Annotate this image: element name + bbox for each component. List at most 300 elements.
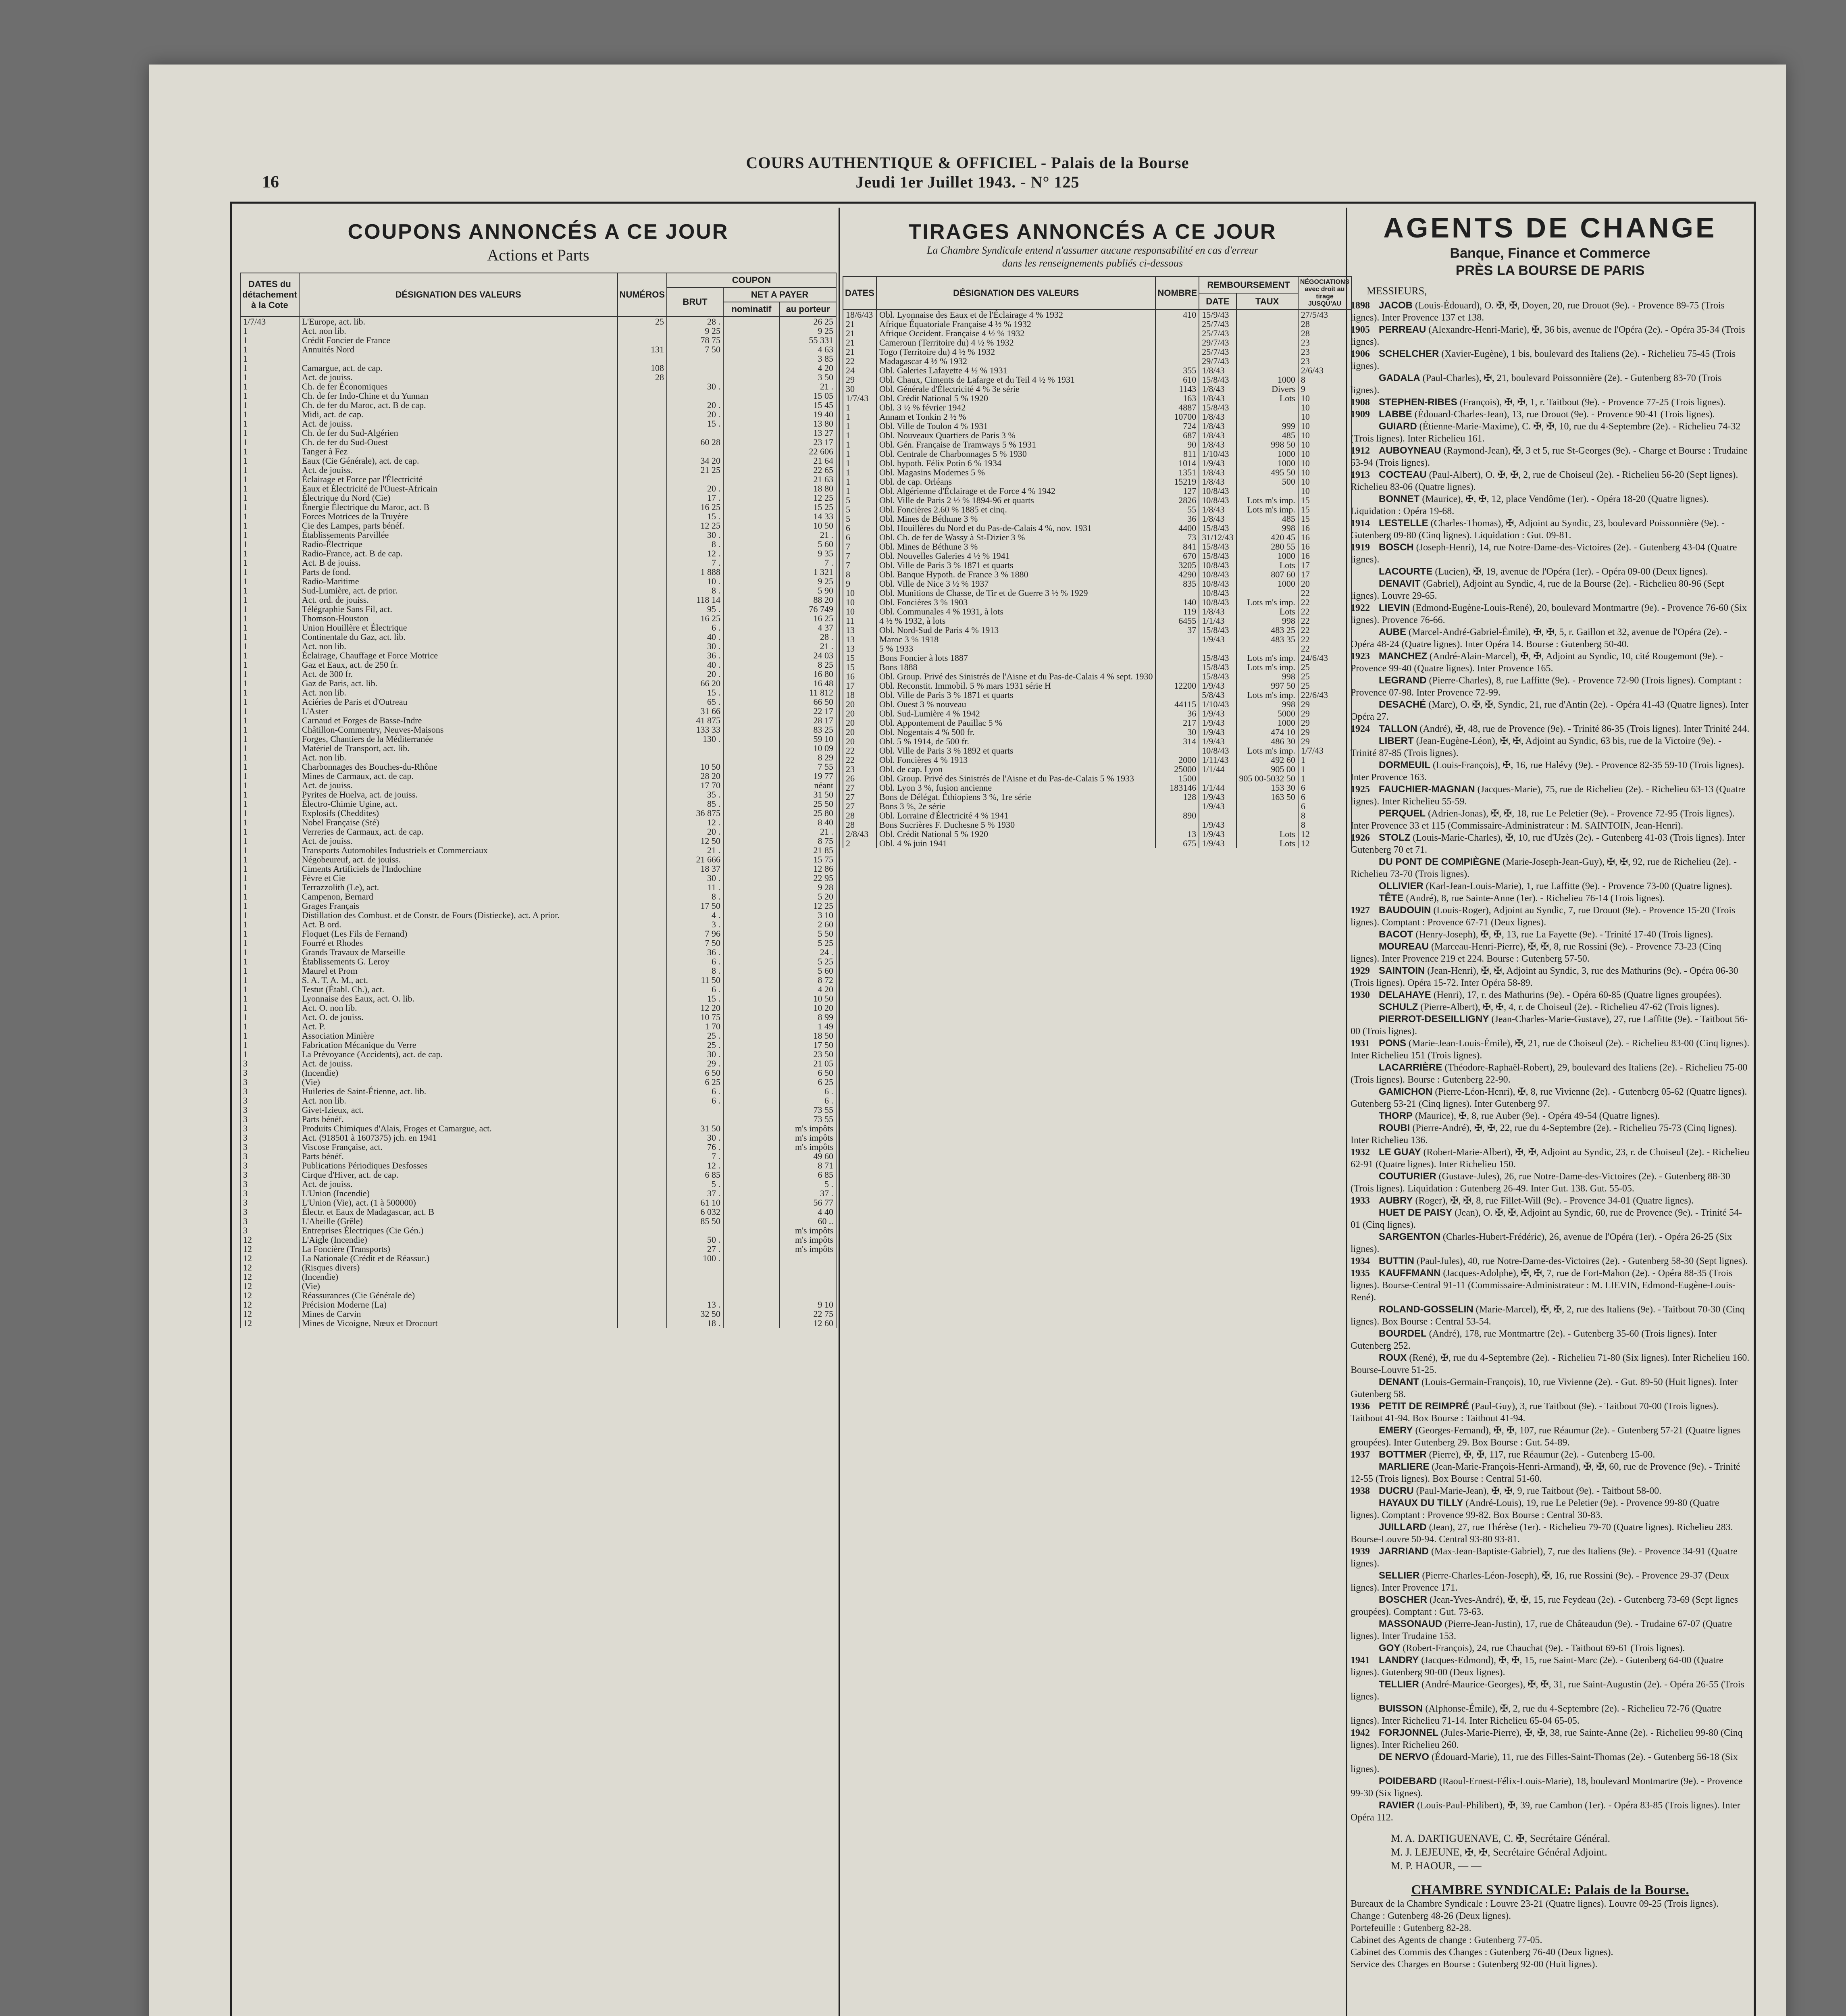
cell-designation: Crédit Foncier de France [299,335,618,345]
cell-nombre: 610 [1155,375,1199,384]
cell-designation: Radio-Électrique [299,539,618,549]
cell-date: 1 [843,449,876,458]
cell-numero [618,1263,667,1272]
agent-entry [1351,1037,1750,1062]
cell-numero [618,1096,667,1105]
cell-brut [667,447,723,456]
cell-nominatif [723,539,780,549]
cell-remb-date [1199,644,1236,653]
cell-nominatif [723,1105,780,1114]
cell-date: 1 [240,502,299,512]
table-row [843,412,1351,421]
cell-net: 18 50 [780,1031,836,1040]
cell-designation: Obl. Ville de Toulon 4 % 1931 [876,421,1156,431]
cell-negociation: 22 [1298,588,1351,598]
cell-brut: 66 20 [667,679,723,688]
table-row [843,737,1351,746]
cell-numero [618,558,667,567]
table-row [843,783,1351,792]
cell-date: 3 [240,1068,299,1077]
cell-nominatif [723,465,780,475]
cell-numero [618,1226,667,1235]
cell-brut: 12 . [667,818,723,827]
cell-date: 1 [240,326,299,335]
table-row [843,700,1351,709]
agent-year: 1932 [1351,1147,1370,1158]
cell-brut: 30 . [667,641,723,651]
cell-remb-date: 1/10/43 [1199,700,1236,709]
cell-remb-date: 1/1/44 [1199,764,1236,774]
cell-taux: 998 [1236,616,1298,625]
cell-net: 15 05 [780,391,836,400]
cell-nombre: 4400 [1155,523,1199,533]
cell-date: 1 [240,354,299,363]
cell-negociation: 15 [1298,505,1351,514]
cell-net: 22 95 [780,873,836,883]
cell-taux: Lots m's imp. [1236,496,1298,505]
col-brut: BRUT [667,287,723,317]
cell-date: 1 [240,1031,299,1040]
table-row [240,1050,836,1059]
cell-nominatif [723,771,780,781]
agent-name: COCTEAU [1379,469,1427,480]
agent-details: (Théodore-Raphaël-Robert), 29, boulevard des Italiens (2e). - Richelieu 75-00 (Trois lignes). Bourse : Gutenberg 22-90. [1351,1062,1748,1085]
table-row [240,1133,836,1142]
cell-taux: 153 30 [1236,783,1298,792]
table-row [240,781,836,790]
cell-negociation: 20 [1298,579,1351,588]
agent-entry [1351,408,1750,421]
cell-designation: Camargue, act. de cap. [299,363,618,373]
cell-net: 59 10 [780,734,836,744]
agent-entry [1351,832,1750,856]
table-row [843,533,1351,542]
cell-designation: Matériel de Transport, act. lib. [299,744,618,753]
cell-remb-date: 1/9/43 [1199,727,1236,737]
agent-year: 1908 [1351,397,1370,408]
cell-date: 12 [240,1318,299,1328]
agent-name: OLLIVIER [1379,881,1424,891]
table-row [843,366,1351,375]
cell-date: 27 [843,802,876,811]
cell-brut [667,1272,723,1281]
table-row [240,1161,836,1170]
cell-date: 12 [240,1281,299,1291]
cell-taux: 905 00-5032 50 [1236,774,1298,783]
cell-date: 1 [240,892,299,901]
cell-date: 6 [843,533,876,542]
cell-net: 6 50 [780,1068,836,1077]
cell-net: 73 55 [780,1114,836,1124]
cell-nominatif [723,475,780,484]
cell-remb-date: 1/10/43 [1199,449,1236,458]
agent-name: TELLIER [1379,1679,1419,1690]
agent-entry [1351,1086,1750,1110]
cell-designation: Obl. Crédit National 5 % 1920 [876,829,1156,839]
cell-numero [618,1068,667,1077]
cell-date: 23 [843,764,876,774]
cell-brut [667,475,723,484]
cell-numero [618,623,667,632]
cell-designation: Explosifs (Cheddites) [299,808,618,818]
cell-negociation: 8 [1298,375,1351,384]
cell-nominatif [723,948,780,957]
cell-nombre: 1143 [1155,384,1199,394]
cell-remb-date: 1/1/44 [1199,783,1236,792]
cell-date: 10 [843,607,876,616]
cell-nominatif [723,1077,780,1087]
table-row [240,1012,836,1022]
cell-designation: Act. non lib. [299,1096,618,1105]
cell-nominatif [723,1300,780,1309]
cell-nombre: 55 [1155,505,1199,514]
cell-date: 22 [843,746,876,755]
cell-nominatif [723,567,780,577]
agent-details: (Étienne-Marie-Maxime), C. ✠, ✠, 10, rue du 4-Septembre (2e). - Richelieu 74-32 (Trois lignes). Inter Richelieu 161. [1351,421,1741,444]
cell-numero [618,335,667,345]
cell-designation: Carnaud et Forges de Basse-Indre [299,716,618,725]
cell-designation: Fourré et Rhodes [299,938,618,948]
cell-taux: 1000 [1236,375,1298,384]
cell-brut: 7 50 [667,345,723,354]
cell-numero [618,957,667,966]
cell-nombre: 25000 [1155,764,1199,774]
cell-brut: 15 . [667,419,723,428]
cell-designation: Ciments Artificiels de l'Indochine [299,864,618,873]
col-porteur: au porteur [780,302,836,317]
cell-designation: (Vie) [299,1281,618,1291]
cell-date: 1 [843,403,876,412]
cell-net: 16 48 [780,679,836,688]
cell-nominatif [723,864,780,873]
cell-taux: 807 60 [1236,570,1298,579]
agent-details: (Jacques-Adolphe), ✠, ✠, 7, rue de Fort-Mahon (2e). - Opéra 88-35 (Trois lignes). Bourse-Central 91-11 (Commissaire-Administrateur : M. LIEVIN, Edmond-Eugène-Louis-René). [1351,1268,1736,1303]
cell-nominatif [723,1207,780,1216]
agent-details: (Édouard-Charles-Jean), 13, rue Drouot (9e). - Provence 90-41 (Trois lignes). [1412,409,1715,420]
cell-nombre: 890 [1155,811,1199,820]
agent-name: AUBRY [1379,1195,1413,1206]
cell-taux: 280 55 [1236,542,1298,551]
cell-nombre: 119 [1155,607,1199,616]
cell-date: 3 [240,1142,299,1152]
cell-brut: 100 . [667,1254,723,1263]
cell-numero [618,948,667,957]
cell-nombre: 44115 [1155,700,1199,709]
cell-net: 15 75 [780,855,836,864]
cell-brut [667,753,723,762]
cell-numero [618,1207,667,1216]
agent-details: (Pierre-Jean-Justin), 17, rue de Châteaudun (9e). - Trudaine 67-07 (Quatre lignes). Inter Trudaine 153. [1351,1619,1732,1641]
cell-designation: Union Houillère et Électrique [299,623,618,632]
cell-numero [618,669,667,679]
cell-remb-date: 15/8/43 [1199,672,1236,681]
cell-nominatif [723,317,780,326]
coupons-rows [240,317,836,1328]
cell-date: 1 [240,975,299,985]
agent-details: (Maurice), ✠, ✠, 12, place Vendôme (1er). - Opéra 18-20 (Quatre lignes). Liquidation : Opéra 19-68. [1351,494,1709,516]
cell-designation: Châtillon-Commentry, Neuves-Maisons [299,725,618,734]
cell-designation: Givet-Izieux, act. [299,1105,618,1114]
cell-nominatif [723,1003,780,1012]
agent-year: 1925 [1351,784,1370,795]
cell-nominatif [723,818,780,827]
cell-designation: Obl. Ville de Paris 3 % 1871 et quarts [876,690,1156,700]
agent-entry [1351,1170,1750,1195]
cell-date: 1 [240,827,299,836]
cell-numero [618,604,667,614]
table-row [240,1291,836,1300]
agent-entry [1351,723,1750,735]
cell-taux: Divers [1236,384,1298,394]
cell-date: 1/7/43 [240,317,299,326]
cell-designation: 4 ½ % 1932, à lots [876,616,1156,625]
cell-designation: Obl. Ville de Paris 3 % 1871 et quarts [876,560,1156,570]
cell-nombre: 687 [1155,431,1199,440]
cell-remb-date: 1/8/43 [1199,468,1236,477]
cell-designation: Bons Foncier à lots 1887 [876,653,1156,662]
cell-negociation: 28 [1298,329,1351,338]
cell-nombre [1155,653,1199,662]
cell-net: 3 10 [780,910,836,920]
agent-entry [1351,1642,1750,1654]
table-row [843,755,1351,764]
cell-date: 7 [843,542,876,551]
cell-date: 3 [240,1133,299,1142]
cell-numero [618,1012,667,1022]
cell-brut [667,1263,723,1272]
cell-designation: Obl. Nogentais 4 % 500 fr. [876,727,1156,737]
cell-date: 27 [843,783,876,792]
cell-brut: 10 . [667,577,723,586]
table-row [843,690,1351,700]
cell-net: 3 50 [780,373,836,382]
cell-net: 31 50 [780,790,836,799]
cell-numero [618,512,667,521]
cell-nominatif [723,604,780,614]
cell-designation: Bons Sucrières F. Duchesne 5 % 1930 [876,820,1156,829]
cell-date: 24 [843,366,876,375]
cell-negociation: 10 [1298,394,1351,403]
cell-remb-date: 15/9/43 [1199,310,1236,319]
agent-name: PONS [1379,1038,1407,1049]
cell-net: 66 50 [780,697,836,706]
agent-name: BOSCH [1379,542,1414,553]
cell-date: 1 [240,873,299,883]
cell-nominatif [723,966,780,975]
cell-designation: Obl. Magasins Modernes 5 % [876,468,1156,477]
cell-brut: 21 25 [667,465,723,475]
cell-date: 1 [240,558,299,567]
table-row [240,456,836,465]
page-number: 16 [262,173,279,192]
cell-numero [618,818,667,827]
table-row [843,811,1351,820]
agent-entry [1351,566,1750,578]
table-row [240,410,836,419]
cell-net: 12 25 [780,493,836,502]
cell-nominatif [723,1124,780,1133]
table-row [240,1309,836,1318]
cell-brut: 7 . [667,1152,723,1161]
cell-nominatif [723,975,780,985]
agent-details: (Joseph-Henri), 14, rue Notre-Dame-des-Victoires (2e). - Gutenberg 43-04 (Quatre lignes). [1351,542,1737,565]
agent-details: (Maurice), ✠, 8, rue Auber (9e). - Opéra 49-54 (Quatre lignes). [1413,1111,1660,1121]
cell-nominatif [723,632,780,641]
cell-net: 16 80 [780,669,836,679]
cell-date: 3 [240,1124,299,1133]
cell-negociation: 22/6/43 [1298,690,1351,700]
cell-designation: Éclairage, Chauffage et Force Motrice [299,651,618,660]
cell-date: 3 [240,1216,299,1226]
cell-nominatif [723,1263,780,1272]
table-row [240,688,836,697]
cell-date: 1 [240,595,299,604]
cell-date: 1 [240,1012,299,1022]
cell-date: 20 [843,727,876,737]
cell-nominatif [723,994,780,1003]
cell-designation: Bons 1888 [876,662,1156,672]
cell-numero [618,771,667,781]
table-row [240,706,836,716]
cell-negociation: 22 [1298,616,1351,625]
cell-designation: Ch. de fer du Sud-Ouest [299,437,618,447]
cell-numero [618,586,667,595]
cell-nombre [1155,319,1199,329]
cell-designation: Obl. Lyonnaise des Eaux et de l'Éclairage 4 % 1932 [876,310,1156,319]
cell-nombre: 410 [1155,310,1199,319]
cell-brut: 25 . [667,1031,723,1040]
cell-numero [618,910,667,920]
cell-remb-date: 15/8/43 [1199,403,1236,412]
cell-taux [1236,366,1298,375]
header-line-2: Jeudi 1er Juillet 1943. - N° 125 [855,173,1080,191]
agent-name: DE NERVO [1379,1752,1429,1762]
cell-date: 2/8/43 [843,829,876,839]
cell-nombre: 10700 [1155,412,1199,421]
table-row [240,883,836,892]
cell-brut: 21 . [667,846,723,855]
table-row [843,375,1351,384]
agent-details: (Jacques-Marie), 75, rue de Richelieu (2e). - Richelieu 63-13 (Quatre lignes). Inter Richelieu 55-59. [1351,784,1746,807]
chambre-line: Bureaux de la Chambre Syndicale : Louvre 23-21 (Quatre lignes). Louvre 09-25 (Trois lignes). [1351,1899,1719,1909]
cell-numero [618,1272,667,1281]
table-row [843,403,1351,412]
cell-designation: Réassurances (Cie Générale de) [299,1291,618,1300]
agent-details: (Louis-Marie-Charles), ✠, 10, rue d'Uzès (2e). - Gutenberg 41-03 (Trois lignes). Inter Gutenberg 70 et 71. [1351,833,1745,855]
cell-nominatif [723,493,780,502]
cell-numero [618,679,667,688]
cell-numero [618,1022,667,1031]
cell-nominatif [723,1291,780,1300]
cell-brut: 28 20 [667,771,723,781]
agent-details: (André), 8, rue Sainte-Anne (1er). - Richelieu 76-14 (Trois lignes). [1403,893,1665,904]
cell-net: 60 .. [780,1216,836,1226]
table-row [843,440,1351,449]
agent-details: (Paul-Albert), O. ✠, ✠, 2, rue de Choiseul (2e). - Richelieu 56-20 (Sept lignes). Richelieu 83-06 (Quatre lignes). [1351,470,1738,492]
agent-entry [1351,300,1750,324]
cell-designation: Gaz et Eaux, act. de 250 fr. [299,660,618,669]
agent-entry [1351,1328,1750,1352]
cell-taux: 495 50 [1236,468,1298,477]
cell-nominatif [723,1309,780,1318]
cell-nominatif [723,1114,780,1124]
cell-designation: Établissements G. Leroy [299,957,618,966]
table-row [240,1281,836,1291]
agent-entry [1351,578,1750,602]
agent-details: (Henri), 17, r. des Mathurins (9e). - Opéra 60-85 (Quatre lignes groupées). [1431,990,1722,1000]
cell-brut: 50 . [667,1235,723,1244]
cell-nombre [1155,588,1199,598]
cell-brut: 15 . [667,688,723,697]
cell-net [780,1263,836,1272]
table-row [240,734,836,744]
agent-year: 1942 [1351,1728,1370,1738]
cell-designation: Thomson-Houston [299,614,618,623]
table-row [843,449,1351,458]
cell-nominatif [723,734,780,744]
cell-designation: Obl. Munitions de Chasse, de Tir et de Guerre 3 ½ % 1929 [876,588,1156,598]
agent-name: AUBE [1379,627,1407,637]
agent-name: BOSCHER [1379,1594,1428,1605]
cell-date: 1 [240,493,299,502]
cell-nombre: 163 [1155,394,1199,403]
cell-net: 23 50 [780,1050,836,1059]
cell-designation: Obl. 3 ½ % février 1942 [876,403,1156,412]
chambre-title: CHAMBRE SYNDICALE: Palais de la Bourse. [1411,1883,1689,1897]
table-row [843,394,1351,403]
cell-nominatif [723,382,780,391]
cell-numero [618,641,667,651]
cell-net: 55 331 [780,335,836,345]
cell-nombre: 3205 [1155,560,1199,570]
cell-nombre: 1014 [1155,458,1199,468]
agent-details: (Roger), ✠, ✠, 8, rue Fillet-Will (9e). - Provence 34-01 (Quatre lignes). [1413,1195,1694,1206]
cell-brut: 6 . [667,1096,723,1105]
agents-subtitle-1: Banque, Finance et Commerce [1450,246,1650,261]
agent-details: (Lucien), ✠, 19, avenue de l'Opéra (1er). - Opéra 09-00 (Deux lignes). [1432,566,1708,577]
cell-nominatif [723,512,780,521]
cell-nominatif [723,855,780,864]
agent-entry [1351,1425,1750,1449]
agent-year: 1929 [1351,966,1370,976]
cell-designation: Éclairage et Force par l'Électricité [299,475,618,484]
cell-nominatif [723,790,780,799]
table-row [240,595,836,604]
cell-designation: Act. B ord. [299,920,618,929]
cell-designation: Act. non lib. [299,753,618,762]
agent-details: (André-Louis), 19, rue Le Peletier (9e). - Provence 99-80 (Quatre lignes). Comptant : Provence 99-82. Box Bourse : Central 30-83. [1351,1498,1719,1520]
cell-brut: 6 032 [667,1207,723,1216]
cell-designation: (Vie) [299,1077,618,1087]
agent-entry [1351,1461,1750,1485]
table-row [843,310,1351,319]
cell-nombre [1155,802,1199,811]
cell-negociation: 17 [1298,570,1351,579]
cell-net: 21 . [780,530,836,539]
cell-nominatif [723,354,780,363]
cell-date: 1 [240,836,299,846]
cell-negociation: 8 [1298,811,1351,820]
cell-remb-date: 10/8/43 [1199,598,1236,607]
cell-nominatif [723,623,780,632]
cell-date: 15 [843,662,876,672]
cell-taux [1236,412,1298,421]
agent-entry [1351,1594,1750,1618]
col-net: NET A PAYER [723,287,836,302]
cell-brut: 37 . [667,1189,723,1198]
agent-entry [1351,1775,1750,1799]
cell-net: 10 20 [780,1003,836,1012]
